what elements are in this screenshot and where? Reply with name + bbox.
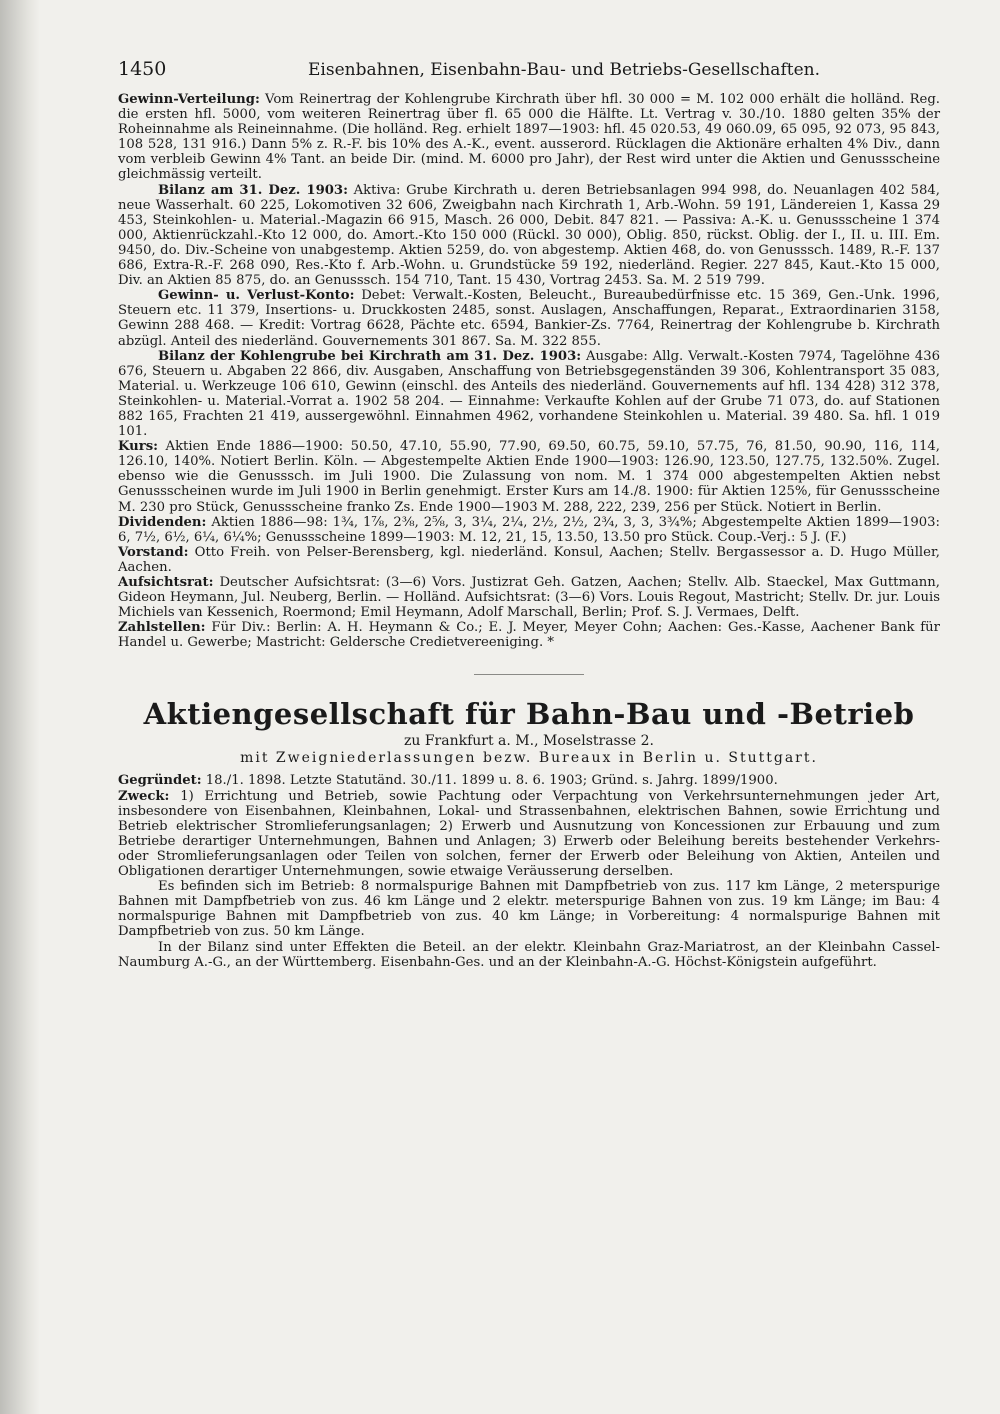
zweck-text: 1) Errichtung und Betrieb, sowie Pachtung oder Verpachtung von Verkehrsunternehmungen jeder Art, insbesondere von Eisenbahnen, Kleinbahnen, Lokal- und Strassenbahnen, elektrischen Bahnen, sowie Errichtung und Betrieb elektrischer Stromlieferungsanlagen; 2) Erwerb und Ausnutzung von Koncessionen zur Erbauung und zum Betriebe derartiger Unternehmungen, Bahnen und Anlagen; 3) Erwerb oder Beleihung bereits bestehender Verkehrs- oder Stromlieferungsanlagen oder Teilen von solchen, ferner der Erwerb oder Beleihung von Aktien, Anteilen und Obligationen derartiger Unternehmungen, sowie etwaige Veräusserung derselben. — [118, 788, 940, 880]
company-branches: mit Zweigniederlassungen bezw. Bureaux in Berlin u. Stuttgart. — [240, 750, 818, 767]
company-place: zu Frankfurt a. M., Moselstrasse 2. — [403, 733, 655, 750]
bilanz-text: Aktiva: Grube Kirchrath u. deren Betriebsanlagen 994 998, do. Neuanlagen 402 584, neue Wasserhalt. 60 225, Lokomotiven 32 606, Zweigbahn nach Kirchrath 1, Arb.-Wohn. 59 191, Ländereien 1, Kassa 29 453, Steinkohlen- u. Material.-Magazin 66 915, Masch. 26 000, Debit. 847 821. — Passiva: A.-K. u. Genussscheine 1 374 000, Aktienrückzahl.-Kto 12 000, do. Amort.-Kto 150 000 (Rückl. 30 000), Oblig. 850, rückst. Oblig. der I., II. u. III. Em. 9450, do. Div.-Scheine von unabgestemp. Aktien 5259, do. von abgestemp. Aktien 468, do. von Genusssch. 1489, R.-F. 137 686, Extra-R.-F. 268 090, Res.-Kto f. Arb.-Wohn. u. Grundstücke 59 192, niederländ. Regier. 227 845, Kaut.-Kto 15 000, Div. an Aktien 85 875, do. an Genusssch. 154 710, Tant. 15 430, Vortrag 2453. Sa. M. 2 519 799. — [118, 182, 940, 289]
gewinn-verlust-label: Gewinn- u. Verlust-Konto: — [158, 288, 355, 304]
effekten-paragraph: In der Bilanz sind unter Effekten die Beteil. an der elektr. Kleinbahn Graz-Mariatrost, an der Kleinbahn Cassel-Naumburg A.-G., an der Württemberg. Eisenbahn-Ges. und an der Kleinbahn-A.-G. Höchst-Königstein aufgeführt. — [118, 939, 940, 970]
bilanz-label: Bilanz am 31. Dez. 1903: — [158, 182, 348, 198]
bilanz-paragraph — [118, 183, 940, 289]
gegruendet-paragraph — [118, 773, 940, 788]
gewinn-verteilung-paragraph — [118, 92, 940, 183]
vorstand-paragraph — [118, 545, 940, 575]
gewinn-verteilung-text: Vom Reinertrag der Kohlengrube Kirchrath über hfl. 30 000 = M. 102 000 erhält die holländ. Reg. die ersten hfl. 5000, vom weiteren Reinertrag über fl. 65 000 die Hälfte. Lt. Vertrag v. 30./10. 1880 gelten 35% der Roheinnahme als Reineinnahme. (Die holländ. Reg. erhielt 1897—1903: hfl. 45 020.53, 49 060.09, 65 095, 92 073, 95 843, 108 528, 131 916.) Dann 5% z. R.-F. bis 10% des A.-K., event. ausserord. Rücklagen die Aktionäre erhalten 4% Div., dann vom verbleib Gewinn 4% Tant. an beide Dir. (mind. M. 6000 pro Jahr), der Rest wird unter die Aktien und Genussscheine gleichmässig verteilt. — [118, 92, 940, 183]
zweck-paragraph — [118, 789, 940, 880]
zahlstellen-text: Für Div.: Berlin: A. H. Heymann & Co.; E. J. Meyer, Meyer Cohn; Aachen: Ges.-Kasse, Aachener Bank für Handel u. Gewerbe; Mastricht: Geldersche Credietvereeniging. * — [118, 620, 940, 651]
betrieb-paragraph: Es befinden sich im Betrieb: 8 normalspurige Bahnen mit Dampfbetrieb von zus. 117 km Länge, 2 meterspurige Bahnen mit Dampfbetrieb von zus. 46 km Länge und 2 elektr. meterspurige Bahnen von zus. 19 km Länge; im Bau: 4 normalspurige Bahnen mit Dampfbetrieb von zus. 40 km Länge; in Vorbereitung: 4 normalspurige Bahnen mit Dampfbetrieb von zus. 50 km Länge. — [118, 879, 940, 940]
bilanz-kohlengrube-paragraph — [118, 349, 940, 440]
aufsichtsrat-text: Deutscher Aufsichtsrat: (3—6) Vors. Justizrat Geh. Gatzen, Aachen; Stellv. Alb. Staeckel, Max Guttmann, Gideon Heymann, Jul. Neuberg, Berlin. — Holländ. Aufsichtsrat: (3—6) Vors. Louis Regout, Mastricht; Stellv. Dr. jur. Louis Michiels van Kessenich, Roermond; Emil Heymann, Adolf Marschall, Berlin; Prof. S. J. Vermaes, Delft. — [118, 575, 940, 621]
zahlstellen-paragraph — [118, 620, 940, 650]
kurs-text: Aktien Ende 1886—1900: 50.50, 47.10, 55.90, 77.90, 69.50, 60.75, 59.10, 57.75, 76, 81.50, 90.90, 116, 114, 126.10, 140%. Notiert Berlin. Köln. — Abgestempelte Aktien Ende 1900—1903: 126.90, 123.50, 127.75, 132.50%. Zugel. ebenso wie die Genusssch. im Juli 1900. Die Zulassung von nom. M. 1 374 000 abgestempelten Aktien nebst Genussscheinen wurde im Juli 1900 in Berlin genehmigt. Erster Kurs am 14./8. 1900: für Aktien 125%, für Genussscheine M. 230 pro Stück, Genussscheine franko Zs. Ende 1900—1903 M. 288, 222, 239, 256 per Stück. Notiert in Berlin. — [118, 439, 940, 515]
gegruendet-text: 18./1. 1898. Letzte Statutänd. 30./11. 1899 u. 8. 6. 1903; Gründ. s. Jahrg. 1899/1900. — [205, 773, 778, 789]
section-divider — [474, 674, 584, 675]
page-gutter-shadow — [0, 0, 40, 1414]
zweck-label: Zweck: — [118, 788, 170, 804]
page-content — [118, 58, 940, 970]
kurs-label: Kurs: — [118, 439, 159, 455]
company-title: Aktiengesellschaft für Bahn-Bau und -Betrieb — [143, 697, 915, 732]
vorstand-label: Vorstand: — [118, 544, 189, 560]
gewinn-verlust-paragraph — [118, 288, 940, 348]
gewinn-verteilung-label: Gewinn-Verteilung: — [118, 92, 260, 107]
bilanz-kohlengrube-label: Bilanz der Kohlengrube bei Kirchrath am 31. Dez. 1903: — [158, 348, 582, 364]
page-number: 1450 — [118, 58, 167, 80]
aufsichtsrat-label: Aufsichtsrat: — [118, 575, 214, 590]
dividenden-label: Dividenden: — [118, 514, 207, 530]
gegruendet-label: Gegründet: — [118, 773, 202, 789]
aufsichtsrat-paragraph — [118, 575, 940, 620]
dividenden-text: Aktien 1886—98: 1¾, 1⅞, 2⅜, 2⅝, 3, 3¼, 2¼, 2½, 2½, 2¾, 3, 3, 3¾%; Abgestempelte Aktien 1899—1903: 6, 7½, 6½, 6¼, 6¼%; Genussscheine 1899—1903: M. 12, 21, 15, 13.50, 13.50 pro Stück. Coup.-Verj.: 5 J. (F.) — [118, 514, 940, 545]
gewinn-verlust-text: Debet: Verwalt.-Kosten, Beleucht., Bureaubedürfnisse etc. 15 369, Gen.-Unk. 1996, Steuern etc. 11 379, Insertions- u. Druckkosten 2485, sonst. Auslagen, Anschaffungen, Reparat., Extraordinarien 3158, Gewinn 288 468. — Kredit: Vortrag 6628, Pächte etc. 6594, Bankier-Zs. 7764, Reinertrag der Kohlengrube b. Kirchrath abzügl. Anteil des niederländ. Gouvernements 301 867. Sa. M. 322 855. — [118, 288, 940, 349]
bilanz-kohlengrube-text: Ausgabe: Allg. Verwalt.-Kosten 7974, Tagelöhne 436 676, Steuern u. Abgaben 22 866, div. Ausgaben, Anschaffung von Betriebsgegenständen 39 306, Kohlentransport 35 083, Material. u. Werkzeuge 106 610, Gewinn (einschl. des Anteils des niederländ. Gouvernements auf hfl. 134 428) 312 378, Steinkohlen- u. Material.-Vorrat a. 1902 58 204. — Einnahme: Verkaufte Kohlen auf der Grube 71 073, do. auf Stationen 882 165, Frachten 21 419, aussergewöhnl. Einnahmen 4962, vorhandene Steinkohlen u. Material. 39 480. Sa. hfl. 1 019 101. — [118, 348, 940, 440]
vorstand-text: Otto Freih. von Pelser-Berensberg, kgl. niederländ. Konsul, Aachen; Stellv. Bergassessor a. D. Hugo Müller, Aachen. — [118, 544, 940, 575]
running-header — [118, 58, 940, 92]
zahlstellen-label: Zahlstellen: — [118, 620, 206, 636]
kurs-paragraph — [118, 439, 940, 514]
running-title: Eisenbahnen, Eisenbahn-Bau- und Betriebs-Gesellschaften. — [308, 60, 820, 80]
dividenden-paragraph — [118, 515, 940, 545]
